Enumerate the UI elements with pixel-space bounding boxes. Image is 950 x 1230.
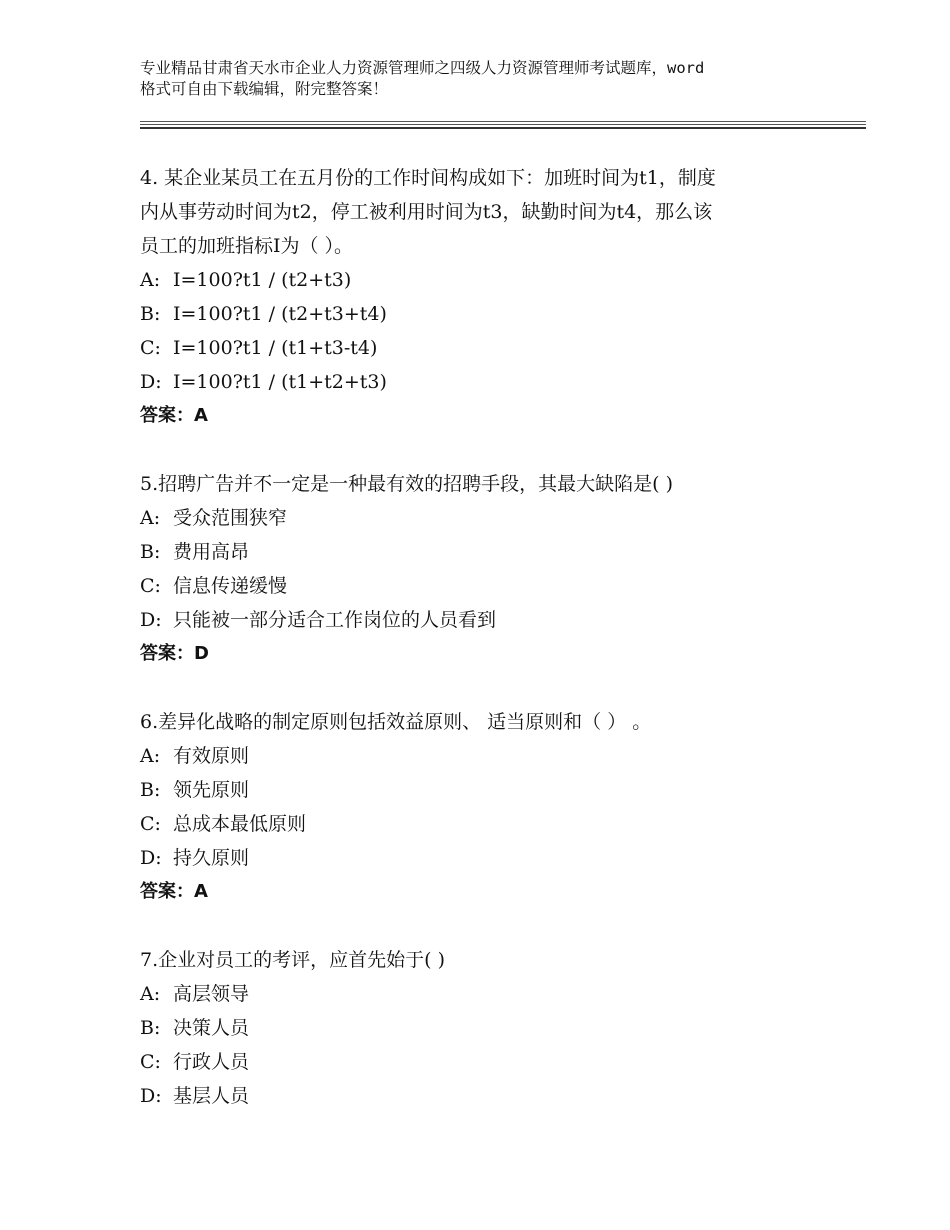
option-key: C:	[140, 813, 161, 835]
option-key: A:	[140, 507, 161, 529]
question-stem-line: 内从事劳动时间为t2，停工被利用时间为t3，缺勤时间为t4，那么该	[140, 201, 713, 223]
option-c	[140, 807, 840, 841]
option-key: B:	[140, 541, 161, 563]
header-rule-bottom	[140, 127, 866, 129]
option-text: 决策人员	[173, 1017, 250, 1039]
answer-label: 答案：A	[140, 405, 208, 426]
question-7	[140, 943, 840, 1113]
question-stem-line: 4. 某企业某员工在五月份的工作时间构成如下：加班时间为t1，制度	[140, 167, 716, 189]
option-key: D:	[140, 1085, 162, 1107]
answer-label: 答案：D	[140, 643, 209, 664]
option-text: 持久原则	[173, 847, 250, 869]
option-text: I=100?t1 / (t2+t3+t4)	[173, 303, 387, 325]
option-text: 受众范围狭窄	[173, 507, 288, 529]
option-key: C:	[140, 575, 161, 597]
option-c	[140, 1045, 840, 1079]
option-key: D:	[140, 371, 162, 393]
option-a	[140, 501, 840, 535]
option-a	[140, 977, 840, 1011]
option-text: 领先原则	[173, 779, 250, 801]
option-d	[140, 1079, 840, 1113]
option-d	[140, 841, 840, 875]
option-key: A:	[140, 269, 161, 291]
option-a	[140, 739, 840, 773]
option-text: 高层领导	[173, 983, 250, 1005]
option-key: D:	[140, 609, 162, 631]
question-4	[140, 161, 840, 433]
option-key: D:	[140, 847, 162, 869]
option-key: C:	[140, 337, 161, 359]
option-text: 基层人员	[173, 1085, 250, 1107]
answer-label: 答案：A	[140, 881, 208, 902]
question-list	[140, 161, 840, 1147]
question-stem-line: 7.企业对员工的考评，应首先始于( )	[140, 949, 445, 971]
option-text: 行政人员	[173, 1051, 250, 1073]
header-rule-top	[140, 121, 866, 122]
question-stem-line: 员工的加班指标Ⅰ为（ ）。	[140, 235, 354, 257]
option-d	[140, 365, 840, 399]
option-text: 费用高昂	[173, 541, 250, 563]
option-text: I=100?t1 / (t1+t3-t4)	[173, 337, 378, 359]
option-key: C:	[140, 1051, 161, 1073]
option-text: 总成本最低原则	[173, 813, 307, 835]
header-line-1: 专业精品甘肃省天水市企业人力资源管理师之四级人力资源管理师考试题库，word	[140, 59, 705, 77]
header-rule-middle	[140, 124, 866, 125]
question-stem-line: 5.招聘广告并不一定是一种最有效的招聘手段，其最大缺陷是( )	[140, 473, 673, 495]
option-b	[140, 297, 840, 331]
option-text: 只能被一部分适合工作岗位的人员看到	[173, 609, 497, 631]
option-key: A:	[140, 983, 161, 1005]
document-header	[140, 58, 840, 100]
option-key: B:	[140, 779, 161, 801]
option-c	[140, 331, 840, 365]
option-b	[140, 773, 840, 807]
option-text: 有效原则	[173, 745, 250, 767]
header-line-2: 格式可自由下载编辑，附完整答案！	[140, 80, 389, 98]
option-b	[140, 535, 840, 569]
option-key: A:	[140, 745, 161, 767]
option-text: 信息传递缓慢	[173, 575, 288, 597]
option-c	[140, 569, 840, 603]
option-key: B:	[140, 303, 161, 325]
option-b	[140, 1011, 840, 1045]
option-text: I=100?t1 / (t1+t2+t3)	[173, 371, 387, 393]
option-text: I=100?t1 / (t2+t3)	[173, 269, 352, 291]
question-5	[140, 467, 840, 671]
option-d	[140, 603, 840, 637]
option-key: B:	[140, 1017, 161, 1039]
question-stem-line: 6.差异化战略的制定原则包括效益原则、 适当原则和（ ） 。	[140, 711, 652, 733]
option-a	[140, 263, 840, 297]
question-6	[140, 705, 840, 909]
